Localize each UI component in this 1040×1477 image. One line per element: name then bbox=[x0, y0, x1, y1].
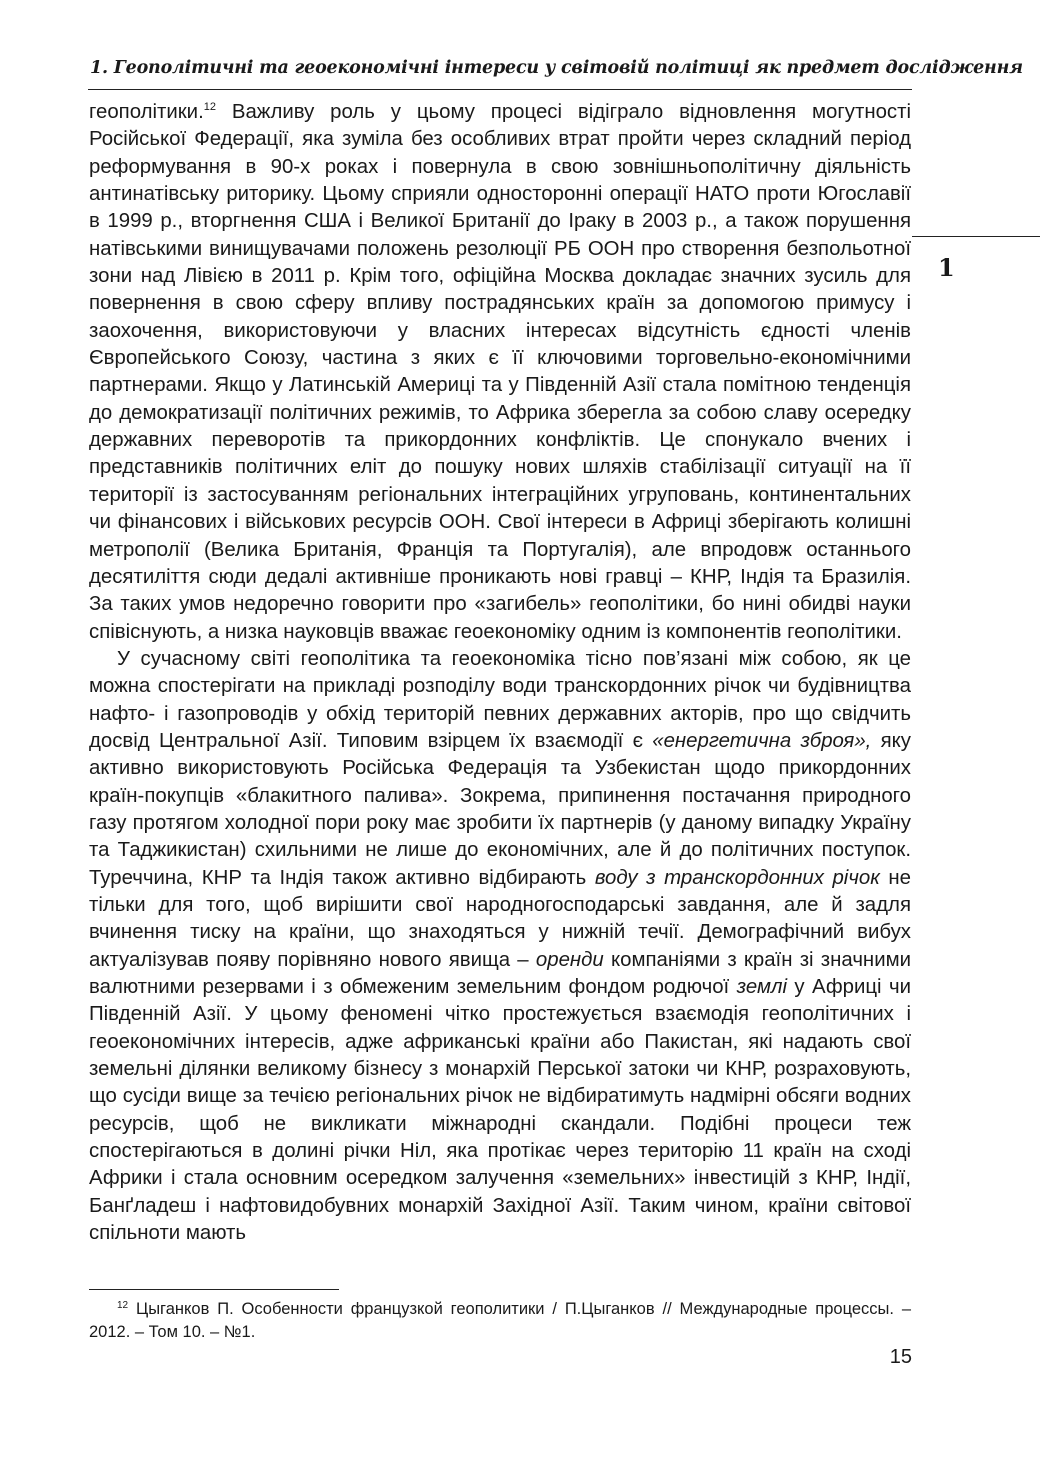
emphasis-land: землі bbox=[736, 976, 787, 998]
paragraph-1-lead: геополітики. bbox=[89, 101, 204, 123]
footnote bbox=[89, 1298, 911, 1344]
body-text bbox=[89, 99, 911, 1247]
paragraph-2 bbox=[89, 646, 911, 1248]
page-number: 15 bbox=[889, 1346, 912, 1368]
chapter-marker: 1 bbox=[938, 253, 955, 282]
paragraph-1 bbox=[89, 99, 911, 646]
paragraph-2-text-5: у Африці чи Південній Азії. У цьому феномені чітко простежується взаємодія геополітичних і геоекономічних інтересів, адже африканські країни або Пакистан, які надають свої земельні ділянки великому бізнесу з монархій Перської затоки чи КНР, розраховують, що сусіди вище за течією регіональних річок не відбиратимуть надмірні обсяги водних ресурсів, щоб не викликати міжнародні скандали. Подібні процеси теж спостерігаються в долині річки Ніл, яка протікає через територію 11 країн на сході Африки і стала основним осередком залучення «земельних» інвестицій з КНР, Індії, Банґладеш і нафтовидобувних монархій Західної Азії. Таким чином, країни світової спільноти мають bbox=[89, 976, 912, 1245]
header-rule bbox=[88, 89, 912, 90]
footnote-number: 12 bbox=[117, 1300, 129, 1311]
paragraph-2-text-1: У сучасному світі геополітика та геоекономіка тісно пов’язані між собою, як це можна спостерігати на прикладі розподілу води транскордонних річок чи будівництва нафто- і газопроводів у обхід територій певних державних акторів, про що свідчить досвід Центральної Азії. Типовим взірцем їх взаємодії є bbox=[89, 647, 911, 752]
footnote-reference: 12 bbox=[203, 101, 216, 113]
paragraph-2-text-4: компаніями з країн зі значними валютними резервами і з обмеженим земельним фондом родючої bbox=[89, 948, 911, 998]
footnote-rule bbox=[89, 1289, 339, 1290]
running-head: 1. Геополітичні та геоекономічні інтереси у світовій політиці як предмет дослідження bbox=[90, 58, 1023, 78]
emphasis-energy-weapon: «енергетична зброя», bbox=[652, 729, 872, 752]
paragraph-2-text-2: яку активно використовують Російська Федерація та Узбекистан щодо прикордонних країн-покупців «блакитного палива». Зокрема, припинення постачання природного газу протягом холодної пори року має зробити їх партнерів (у даному випадку Україну та Таджикистан) схильними не лише до економічних, але й до політичних поступок. Туреччина, КНР та Індія також активно відбирають bbox=[89, 729, 911, 889]
chapter-marker-rule bbox=[912, 236, 1040, 237]
paragraph-1-text: Важливу роль у цьому процесі відіграло відновлення могутності Російської Федерації, яка зуміла без особливих втрат пройти через складний період реформування в 90-х роках і повернула в свою зовнішньополітичну діяльність антинатівську риторику. Цьому сприяли односторонні операції НАТО проти Югославії в 1999 р., вторгнення США і Великої Британії до Іраку в 2003 р., а також порушення натівськими винищувачами положень резолюції РБ ООН про створення безпольотної зони над Лівією в 2011 р. Крім того, офіційна Москва докладає значних зусиль для повернення в свою сферу впливу пострадянських країн за допомогою примусу і заохочення, використовуючи у власних інтересах відсутність єдності членів Європейського Союзу, частина з яких є її ключовими торговельно-економічними партнерами. Якщо у Латинській Америці та у Південній Азії стала помітною тенденція до демократизації політичних режимів, то Африка зберегла за собою славу осередку державних переворотів та прикордонних конфліктів. Це спонукало вчених і представників політичних еліт до пошуку нових шляхів стабілізації ситуації на її території із застосуванням регіональних інтеграційних угруповань, континентальних чи фінансових і військових ресурсів ООН. Свої інтереси в Африці зберігають колишні метрополії (Велика Британія, Франція та Португалія), але впродовж останнього десятиліття сюди дедалі активніше проникають нові гравці – КНР, Індія та Бразилія. За таких умов недоречно говорити про «загибель» геополітики, бо нині обидві науки співіснують, а низка науковців вважає геоекономіку одним із компонентів геополітики. bbox=[89, 101, 911, 643]
emphasis-lease: оренди bbox=[535, 948, 604, 971]
footnote-text: Цыганков П. Особенности французкой геополитики / П.Цыганков // Международные процессы. – 2012. – Том 10. – №1. bbox=[89, 1300, 911, 1341]
paragraph-2-text-3: не тільки для того, щоб вирішити свої народногосподарські завдання, але й задля вчинення тиску на країни, що знаходяться у нижній течії. Демографічний вибух актуалізував появу порівняно нового явища – bbox=[89, 866, 911, 971]
emphasis-river-water: воду з транскордонних річок bbox=[594, 866, 880, 889]
